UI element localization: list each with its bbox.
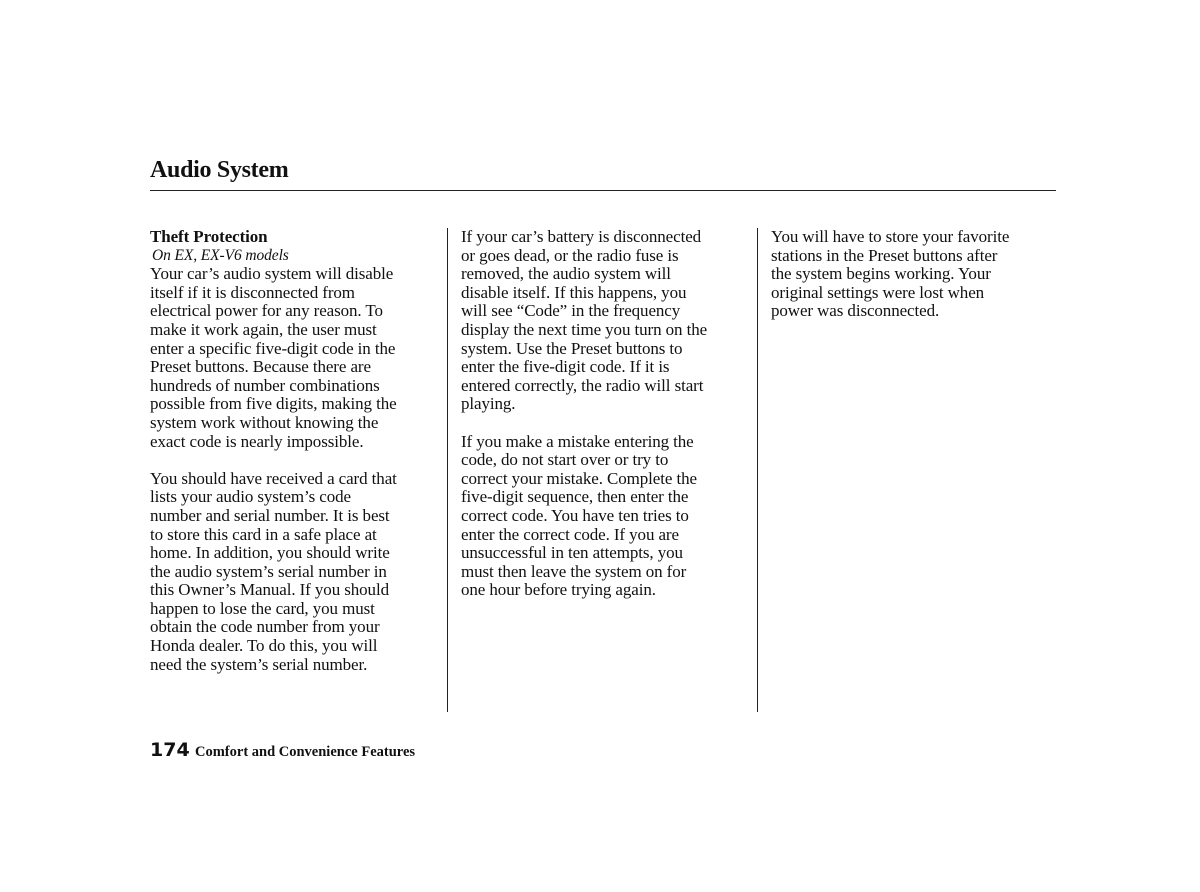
paragraph: You should have received a card that lists your audio system’s code number and serial number. It is best to store this card in a safe place at home. In addition, you should write the audio system’s serial number in this Owner’s Manual. If you should happen to lose the card, you must obtain the code number from your Honda dealer. To do this, you will need the system’s serial number. [150,468,397,674]
chapter-title: Comfort and Convenience Features [195,744,416,760]
text-column-1 [150,228,440,693]
paragraph: If your car’s battery is disconnected or goes dead, or the radio fuse is removed, the audio system will disable itself. If this happens, you will see “Code” in the frequency display the next time you turn on the system. Use the Preset buttons to enter the five-digit code. If it is entered correctly, the radio will start playing. [461,227,708,414]
paragraph: You will have to store your favorite stations in the Preset buttons after the system begins working. Your original settings were lost when power was disconnected. [771,227,1010,321]
title-rule [150,190,1056,191]
paragraph: If you make a mistake entering the code, do not start over or try to correct your mistake. Complete the five-digit sequence, then enter the correct code. You have ten tries to enter the correct code. If you are unsuccessful in ten attempts, you must then leave the system on for one hour before trying again. [461,431,697,600]
text-column-2 [461,228,751,618]
page-number: 174 [150,739,190,761]
page-title: Audio System [150,157,289,183]
column-divider [447,228,448,712]
section-heading: Theft Protection [150,227,268,246]
column-divider [757,228,758,712]
text-column-3 [771,228,1061,340]
model-applicability-note: On EX, EX-V6 models [152,246,289,264]
paragraph: Your car’s audio system will disable itself if it is disconnected from electrical power for any reason. To make it work again, the user must enter a specific five-digit code in the Preset buttons. Because there are hundreds of number combinations possible from five digits, making the system work without knowing the exact code is nearly impossible. [150,264,397,451]
